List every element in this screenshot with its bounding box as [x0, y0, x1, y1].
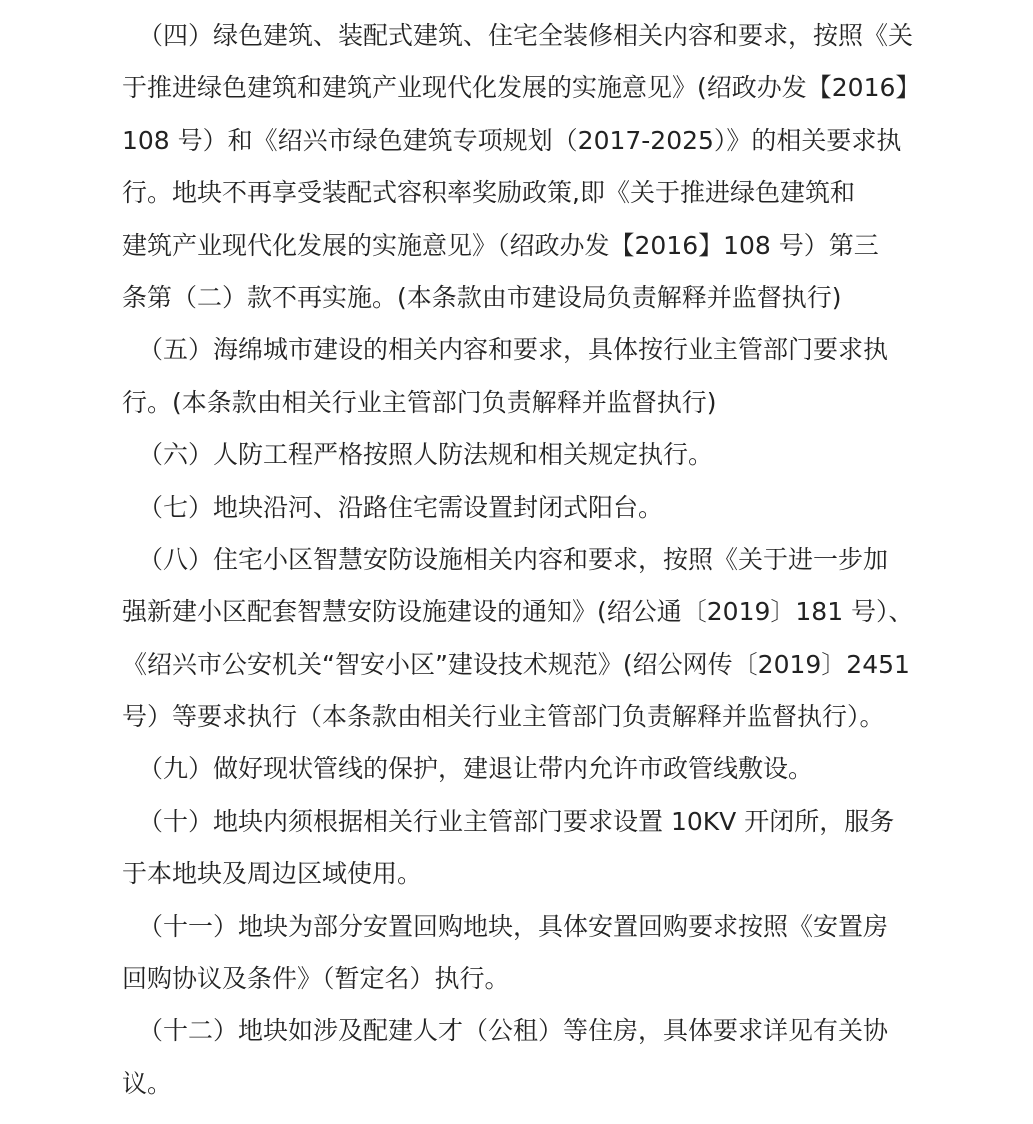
para-12-line-2: 议。 [122, 1068, 173, 1098]
para-4-line-6: 条第（二）款不再实施。(本条款由市建设局负责解释并监督执行) [122, 282, 842, 312]
para-4-line-2: 于推进绿色建筑和建筑产业现代化发展的实施意见》(绍政办发【2016】 [122, 73, 921, 103]
para-7-line-1: （七）地块沿河、沿路住宅需设置封闭式阳台。 [138, 492, 664, 522]
para-8-line-3: 《绍兴市公安机关“智安小区”建设技术规范》(绍公网传〔2019〕2451 [122, 649, 910, 679]
para-9-line-1: （九）做好现状管线的保护，建退让带内允许市政管线敷设。 [138, 754, 814, 784]
para-4-line-1: （四）绿色建筑、装配式建筑、住宅全装修相关内容和要求，按照《关 [138, 21, 914, 50]
para-8-line-1: （八）住宅小区智慧安防设施相关内容和要求，按照《关于进一步加 [138, 544, 889, 574]
para-8-line-4: 号）等要求执行（本条款由相关行业主管部门负责解释并监督执行）。 [122, 702, 885, 732]
para-4-line-5: 建筑产业现代化发展的实施意见》（绍政办发【2016】108 号）第三 [122, 230, 879, 260]
para-5-line-2: 行。(本条款由相关行业主管部门负责解释并监督执行) [122, 387, 717, 417]
para-6-line-1: （六）人防工程严格按照人防法规和相关规定执行。 [138, 440, 714, 470]
para-12-line-1: （十二）地块如涉及配建人才（公租）等住房，具体要求详见有关协 [138, 1016, 889, 1046]
para-5-line-1: （五）海绵城市建设的相关内容和要求，具体按行业主管部门要求执 [138, 335, 889, 365]
para-11-line-1: （十一）地块为部分安置回购地块，具体安置回购要求按照《安置房 [138, 911, 889, 941]
para-4-line-4: 行。地块不再享受装配式容积率奖励政策,即《关于推进绿色建筑和 [122, 178, 855, 208]
para-4-line-3: 108 号）和《绍兴市绿色建筑专项规划（2017-2025）》的相关要求执 [122, 125, 902, 155]
para-10-line-1: （十）地块内须根据相关行业主管部门要求设置 10KV 开闭所，服务 [138, 806, 895, 836]
para-11-line-2: 回购协议及条件》（暂定名）执行。 [122, 964, 510, 994]
para-10-line-2: 于本地块及周边区域使用。 [122, 859, 423, 889]
para-8-line-2: 强新建小区配套智慧安防设施建设的通知》(绍公通〔2019〕181 号）、 [122, 597, 914, 627]
